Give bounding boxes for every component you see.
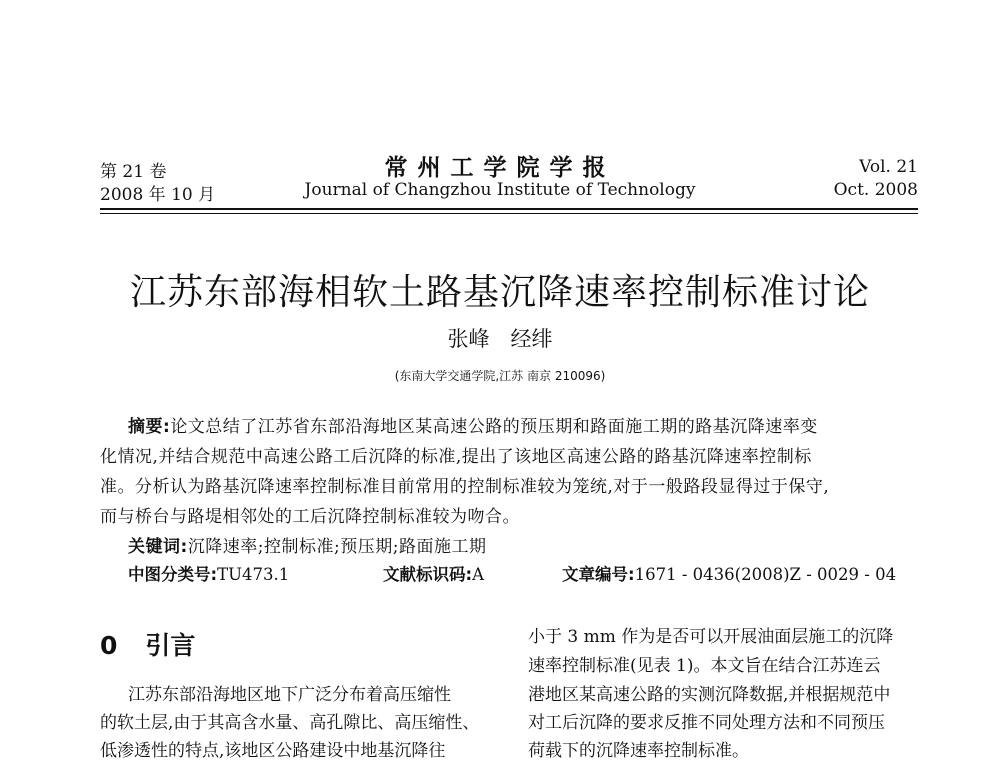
header-rule-bottom <box>100 213 918 214</box>
volume-label: 第 21 卷 <box>100 162 167 182</box>
keywords-value: 沉降速率;控制标准;预压期;路面施工期 <box>187 537 487 557</box>
article-no-value: 1671 - 0436(2008)Z - 0029 - 04 <box>634 565 897 584</box>
volume-label-en: Vol. 21 <box>859 157 918 177</box>
doc-code-value: A <box>472 565 485 584</box>
right-col-line-4: 对工后沉降的要求反推不同处理方法和不同预压 <box>528 713 885 733</box>
right-col-line-2: 速率控制标准(见表 1)。本文旨在结合江苏连云 <box>528 656 881 676</box>
journal-title-en: Journal of Changzhou Institute of Technology <box>304 180 696 200</box>
doc-code-line <box>383 561 484 585</box>
clc-value: TU473.1 <box>217 565 290 584</box>
article-no-line <box>562 561 896 585</box>
clc-label: 中图分类号: <box>128 565 218 584</box>
right-col-line-5: 荷载下的沉降速率控制标准。 <box>528 741 749 761</box>
header-rule-top <box>100 208 918 210</box>
article-no-label: 文章编号: <box>562 565 635 584</box>
abstract-line-2: 化情况,并结合规范中高速公路工后沉降的标准,提出了该地区高速公路的路基沉降速率控制标 <box>100 447 812 467</box>
section-title: 引言 <box>145 631 196 660</box>
journal-title-cn: 常州工学院学报 <box>384 154 616 181</box>
section-number: 0 <box>100 631 118 660</box>
keywords-label: 关键词: <box>128 537 188 557</box>
article-affiliation: (东南大学交通学院,江苏 南京 210096) <box>394 369 606 383</box>
abstract-line-3: 准。分析认为路基沉降速率控制标准目前常用的控制标准较为笼统,对于一般路段显得过于保守, <box>100 477 830 497</box>
article-title: 江苏东部海相软土路基沉降速率控制标准讨论 <box>129 272 870 313</box>
left-col-line-3: 低渗透性的特点,该地区公路建设中地基沉降往 <box>100 741 446 761</box>
left-col-line-1: 江苏东部沿海地区地下广泛分布着高压缩性 <box>128 685 451 705</box>
keywords-line <box>128 532 487 557</box>
issue-date-label-en: Oct. 2008 <box>833 180 918 200</box>
left-col-line-2: 的软土层,由于其高含水量、高孔隙比、高压缩性、 <box>100 713 480 733</box>
abstract-line-4: 而与桥台与路堤相邻处的工后沉降控制标准较为吻合。 <box>100 507 520 527</box>
clc-line <box>128 561 289 585</box>
abstract-text: 论文总结了江苏省东部沿海地区某高速公路的预压期和路面施工期的路基沉降速率变 <box>170 417 818 437</box>
article-authors: 张峰 经绯 <box>447 327 553 351</box>
abstract-line-1 <box>128 412 818 437</box>
abstract-label: 摘要: <box>128 417 171 437</box>
right-col-line-3: 港地区某高速公路的实测沉降数据,并根据规范中 <box>528 685 891 705</box>
right-col-line-1: 小于 3 mm 作为是否可以开展油面层施工的沉降 <box>528 627 894 647</box>
section-heading <box>100 626 195 662</box>
doc-code-label: 文献标识码: <box>383 565 473 584</box>
issue-date-label: 2008 年 10 月 <box>100 185 216 205</box>
